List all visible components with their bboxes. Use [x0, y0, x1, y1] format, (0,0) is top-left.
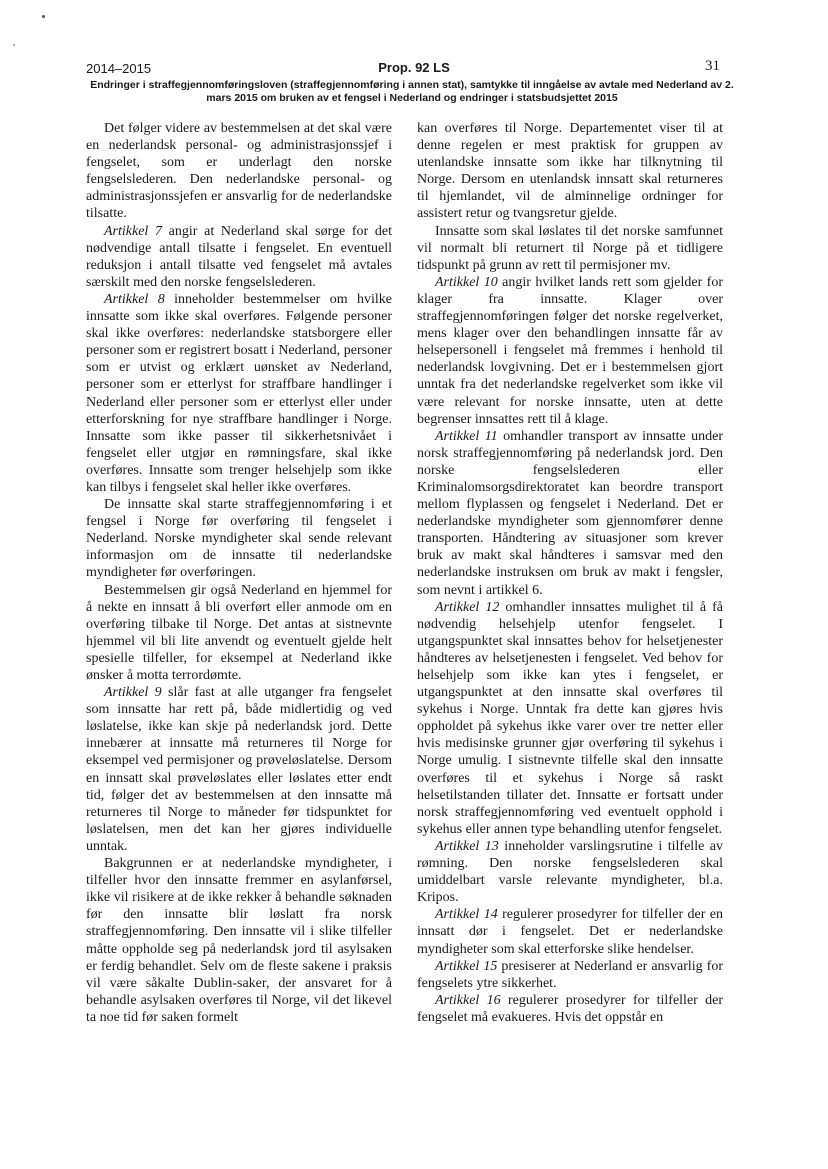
paragraph: [417, 223, 723, 274]
paragraph-text: regulerer prosedyrer for tilfeller der en innsatt dør i fengselet. Det er nederlandske myndigheter som skal etterforske slike hendelser.: [417, 907, 724, 957]
article-reference: Artikkel 8: [104, 291, 165, 307]
paragraph-text: inneholder varslingsrutine i tilfelle av rømning. Den norske fengselslederen skal umiddelbart varsle relevante myndigheter, bl.a. Kripos.: [417, 838, 724, 906]
proposition-id: Prop. 92 LS: [378, 60, 450, 75]
session-years: 2014–2015: [86, 61, 152, 76]
paragraph-text: angir at Nederland skal sørge for det nødvendige antall tilsatte i fengselet. En eventuell reduksjon i antall tilsatte ved fengselet må avtales særskilt med den norske fengselslederen.: [86, 223, 392, 290]
paragraph: [86, 291, 392, 496]
paragraph: [417, 992, 723, 1026]
scan-speck: [42, 15, 45, 18]
paragraph-text: omhandler transport av innsatte under norsk straffegjennomføring på nederlandsk jord. Den norske fengselslederen eller Kriminalomsorgsdirektoratet kan beordre transport mellom flyplassen og fengselet i Nederland. Det er nederlandske myndigheter som gjennomfører denne transporten. Håndtering av situasjoner som krever bruk av makt skal håndteres i samsvar med den nederlandske instruksen om bruk av makt i fengsler, som nevnt i artikkel 6.: [417, 428, 723, 598]
article-reference: Artikkel 11: [435, 428, 498, 444]
paragraph-text: Innsatte som skal løslates til det norske samfunnet vil normalt bli returnert til Norge på et tidligere tidspunkt på grunn av rett til permisjoner mv.: [417, 223, 723, 273]
article-reference: Artikkel 13: [435, 838, 499, 854]
paragraph-text: presiserer at Nederland er ansvarlig for fengselets ytre sikkerhet.: [417, 958, 724, 991]
paragraph-text: angir hvilket lands rett som gjelder for klager fra innsatte. Klager over straffegjennomføringen følger det norske regelverket, mens klager over den behandlingen innsatte får av helsepersonell i fengselet må fremmes i henhold til nederlandsk lovgivning. Det er i bestemmelsen gjort unntak fra det nederlandske regelverket som ikke vil være relevant for norske innsatte, uten at dette begrenser innsattes rett til å klage.: [417, 274, 724, 427]
paragraph: [86, 684, 392, 855]
paragraph: [417, 120, 723, 223]
paragraph: [86, 855, 392, 1026]
paragraph: [417, 958, 723, 992]
paragraph-text: omhandler innsattes mulighet til å få nødvendig helsehjelp utenfor fengselet. I utgangspunktet skal innsattes behov for helsetjenester håndteres av helsetjenesten i fengselet. Ved behov for helsehjelp som ikke kan ytes i fengselet, er utgangspunktet at den innsatte skal overføres til sykehus i Norge. Unntak fra dette kan gjøres hvis oppholdet på sykehus ikke varer over tre netter eller hvis medisinske grunner gjør overføring til sykehus i Norge umulig. I sistnevnte tilfelle skal den innsatte overføres til et sykehus i Norge så raskt helsetilstanden tillater det. Innsatte er fortsatt under norsk straffegjennomføring ved eventuelt opphold i sykehus eller annen type behandling utenfor fengselet.: [417, 599, 723, 837]
paragraph: [86, 582, 392, 685]
paragraph-text: regulerer prosedyrer for tilfeller der fengselet må evakueres. Hvis det oppstår en: [417, 992, 724, 1025]
right-column: [417, 120, 723, 1026]
paragraph-text: Bakgrunnen er at nederlandske myndigheter, i tilfeller hvor den innsatte fremmer en asylanførsel, ikke vil risikere at de ikke rekker å behandle søknaden før den innsatte blir løslatt fra norsk straffegjennomføring. Den innsatte vil i slike tilfeller måtte oppholde seg på nederlandsk jord til asylsaken er ferdig behandlet. Selv om de fleste sakene i praksis vil være såkalte Dublin-saker, der ansvaret for å behandle asylsaken overføres til Norge, vil det likevel ta noe tid før saken formelt: [86, 856, 392, 1025]
paragraph-text: kan overføres til Norge. Departementet viser til at denne regelen er mest praktisk for gruppen av utenlandske innsatte som ikke har tilknytning til Norge. Dersom en utenlandsk innsatt skal returneres til hjemlandet, vil de alminnelige ordninger for assistert retur og tvangsretur gjelde.: [417, 121, 723, 222]
paragraph: [86, 496, 392, 581]
page-number: 31: [705, 58, 720, 74]
paragraph: [417, 428, 723, 599]
article-reference: Artikkel 16: [435, 992, 501, 1008]
paragraph-text: Bestemmelsen gir også Nederland en hjemmel for å nekte en innsatt å bli overført eller anmode om en overføring tilbake til Norge. Det antas at sistnevnte hjemmel vil bli lite anvendt og eventuelt gjelde helt spesielle tilfeller, for eksempel at Nederland ikke ønsker å motta terrordømte.: [86, 582, 392, 683]
paragraph-text: inneholder bestemmelser om hvilke innsatte som ikke skal overføres. Følgende personer skal ikke overføres: nederlandske statsborgere eller personer som er registrert bosatt i Nederland, personer som er utvist og erklært uønsket av Nederland, personer som er etterlyst for straffbare handlinger i Nederland eller personer som er etterlyst eller under etterforskning for nye straffbare handlinger i Norge. Innsatte som ikke passer til sikkerhetsnivået i fengselet eller utgjør en rømningsfare, skal ikke overføres. Innsatte som trenger helsehjelp som ikke kan tilbys i fengselet skal heller ikke overføres.: [86, 291, 392, 495]
article-reference: Artikkel 15: [435, 958, 498, 974]
paragraph-text: Det følger videre av bestemmelsen at det skal være en nederlandsk personal- og administrasjonssjef i fengselet, som er underlagt den norske fengselslederen. Den nederlandske personal- og administrasjonssjefen er ansvarlig for de nederlandske tilsatte.: [86, 121, 392, 222]
article-reference: Artikkel 14: [435, 907, 498, 923]
paragraph-text: slår fast at alle utganger fra fengselet som innsatte har rett på, både midlertidig og ved løslatelse, ikke kan skje på nederlandsk jord. Dette innebærer at innsatte må returneres til Norge for eksempel ved permisjoner og prøveløslatelse. Dersom en innsatt skal prøveløslates eller løslates etter endt tid, følger det av bestemmelsen at den innsatte må returneres til Norge to måneder før tidspunktet for løslatelsen, men det kan her gjøres individuelle unntak.: [86, 685, 392, 854]
page-subtitle: Endringer i straffegjennomføringsloven (straffegjennomføring i annen stat), samtykke til inngåelse av avtale med Nederland av 2. mars 2015 om bruken av et fengsel i Nederland og endringer i statsbudsjettet 2015: [90, 79, 734, 104]
left-column: [86, 120, 392, 1026]
paragraph: [86, 120, 392, 223]
paragraph-text: De innsatte skal starte straffegjennomføring i et fengsel i Norge før overføring til fengselet i Nederland. Norske myndigheter skal sende relevant informasjon om de innsatte til nederlandske myndigheter før overføringen.: [86, 497, 392, 581]
article-reference: Artikkel 12: [435, 599, 500, 615]
article-reference: Artikkel 9: [104, 685, 162, 701]
scan-speck: [13, 44, 15, 46]
paragraph: [86, 223, 392, 291]
article-reference: Artikkel 10: [435, 274, 498, 290]
paragraph: [417, 906, 723, 957]
paragraph: [417, 274, 723, 428]
article-reference: Artikkel 7: [104, 223, 162, 239]
paragraph: [417, 599, 723, 838]
paragraph: [417, 838, 723, 906]
